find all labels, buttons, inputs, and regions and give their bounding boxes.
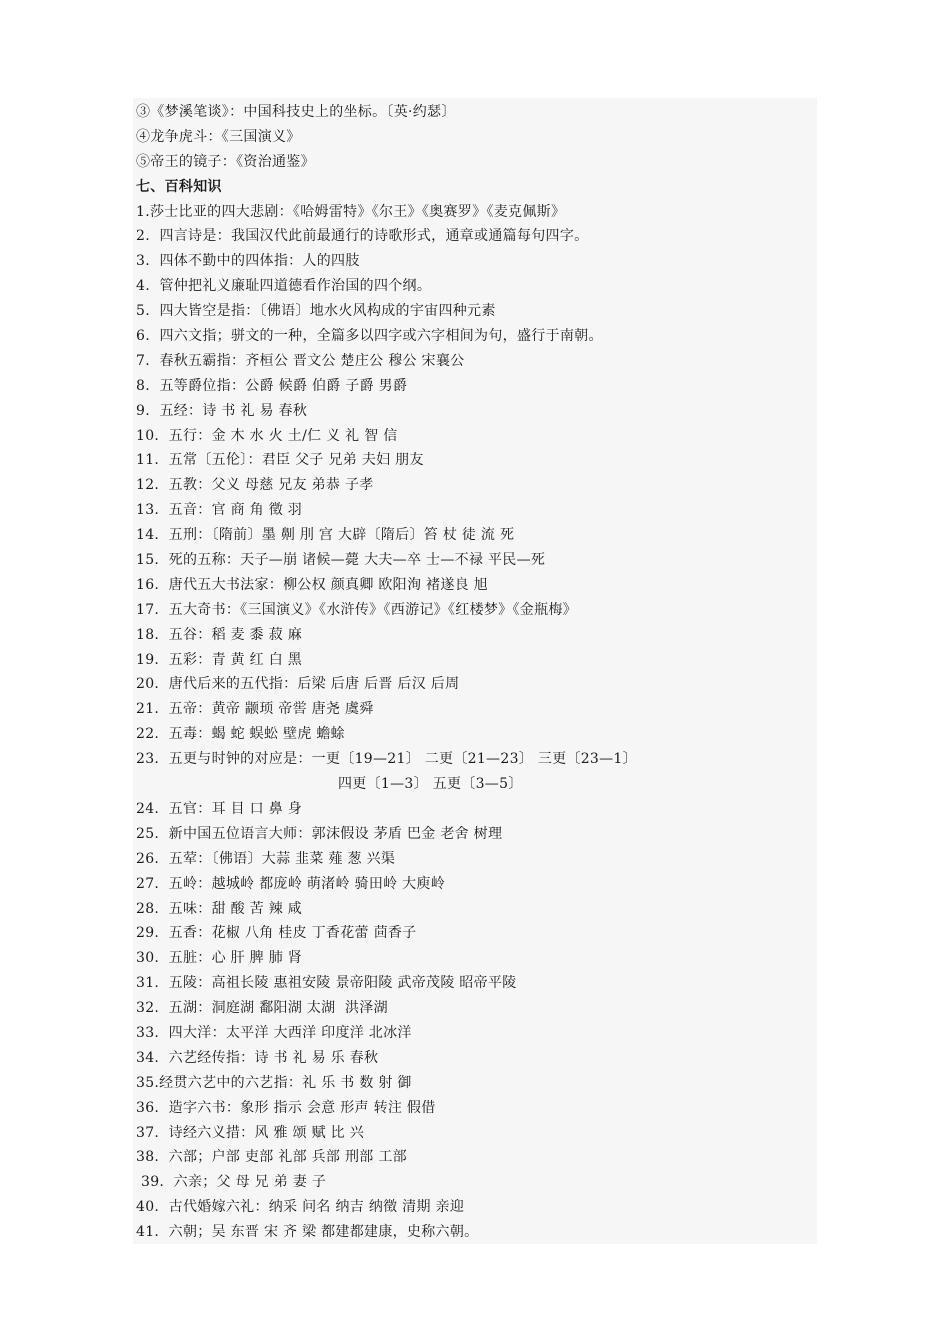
list-item: 3. 四体不勤中的四体指：人的四肢 <box>136 253 360 270</box>
list-item: 19. 五彩：青 黄 红 白 黑 <box>136 651 303 668</box>
list-item: 25. 新中国五位语言大师：郭沫假设 茅盾 巴金 老舍 树理 <box>136 825 503 842</box>
list-item: 21. 五帝：黄帝 颛顼 帝喾 唐尧 虞舜 <box>136 701 374 718</box>
list-item: 41. 六朝；吴 东晋 宋 齐 梁 都建都建康，史称六朝。 <box>136 1224 479 1241</box>
list-item: 27. 五岭：越城岭 都庞岭 萌渚岭 骑田岭 大庾岭 <box>136 875 446 892</box>
list-item: 33. 四大洋：太平洋 大西洋 印度洋 北冰洋 <box>136 1024 412 1041</box>
intro-item: ④龙争虎斗：《三国演义》 <box>136 128 301 145</box>
document-body <box>136 100 816 1245</box>
list-item-continuation: 四更〔1—3〕 五更〔3—5〕 <box>338 776 523 793</box>
list-item: 24. 五官：耳 目 口 鼻 身 <box>136 800 303 817</box>
list-item: 4. 管仲把礼义廉耻四道德看作治国的四个纲。 <box>136 278 432 295</box>
list-item: 36. 造字六书：象形 指示 会意 形声 转注 假借 <box>136 1099 436 1116</box>
list-item: 34. 六艺经传指：诗 书 礼 易 乐 春秋 <box>136 1049 379 1066</box>
list-item: 22. 五毒：蝎 蛇 蜈蚣 壁虎 蟾蜍 <box>136 726 345 743</box>
list-item: 28. 五味：甜 酸 苦 辣 咸 <box>136 900 303 917</box>
list-item: 38. 六部；户部 吏部 礼部 兵部 刑部 工部 <box>136 1149 407 1166</box>
list-item: 17. 五大奇书：《三国演义》《水浒传》《西游记》《红楼梦》《金瓶梅》 <box>136 601 577 618</box>
list-item: 1.莎士比亚的四大悲剧：《哈姆雷特》《尔王》《奥赛罗》《麦克佩斯》 <box>136 203 566 220</box>
list-item: 40. 古代婚嫁六礼：纳采 问名 纳吉 纳徵 清期 亲迎 <box>136 1199 465 1216</box>
list-item: 2. 四言诗是：我国汉代此前最通行的诗歌形式，通章或通篇每句四字。 <box>136 228 589 245</box>
list-item: 13. 五音：官 商 角 徵 羽 <box>136 502 303 519</box>
list-item: 5. 四大皆空是指：〔佛语〕地水火风构成的宇宙四种元素 <box>136 303 496 320</box>
list-item: 18. 五谷：稻 麦 黍 菽 麻 <box>136 626 303 643</box>
list-item: 11. 五常〔五伦〕：君臣 父子 兄弟 夫妇 朋友 <box>136 452 424 469</box>
list-item: 7. 春秋五霸指：齐桓公 晋文公 楚庄公 穆公 宋襄公 <box>136 352 465 369</box>
section-heading: 七、百科知识 <box>136 178 222 195</box>
list-item: 9. 五经：诗 书 礼 易 春秋 <box>136 402 308 419</box>
list-item: 39. 六亲；父 母 兄 弟 妻 子 <box>141 1174 327 1191</box>
list-item: 37. 诗经六义措：风 雅 颂 赋 比 兴 <box>136 1124 365 1141</box>
intro-item: ⑤帝王的镜子：《资治通鉴》 <box>136 153 315 170</box>
list-item: 30. 五脏：心 肝 脾 肺 肾 <box>136 950 303 967</box>
list-item: 8. 五等爵位指：公爵 候爵 伯爵 子爵 男爵 <box>136 377 408 394</box>
intro-item: ③《梦溪笔谈》：中国科技史上的坐标。〔英·约瑟〕 <box>136 104 456 120</box>
list-item: 23. 五更与时钟的对应是：一更〔19—21〕 二更〔21—23〕 三更〔23—1〕 <box>136 751 637 768</box>
list-item: 10. 五行：金 木 水 火 土/仁 义 礼 智 信 <box>136 427 398 444</box>
list-item: 20. 唐代后来的五代指：后梁 后唐 后晋 后汉 后周 <box>136 676 460 693</box>
list-item: 26. 五荤：〔佛语〕大蒜 韭菜 薤 葱 兴渠 <box>136 850 396 867</box>
list-item: 6. 四六文指；骈文的一种，全篇多以四字或六字相间为句，盛行于南朝。 <box>136 328 603 345</box>
list-item: 14. 五刑：〔隋前〕墨 劓 刖 宫 大辟〔隋后〕笞 杖 徒 流 死 <box>136 527 515 544</box>
list-item: 15. 死的五称：天子—崩 诸候—薨 大夫—卒 士—不禄 平民—死 <box>136 552 546 569</box>
list-item: 35.经贯六艺中的六艺指：礼 乐 书 数 射 御 <box>136 1074 412 1091</box>
list-item: 12. 五教：父义 母慈 兄友 弟恭 子孝 <box>136 477 374 494</box>
list-item: 16. 唐代五大书法家：柳公权 颜真卿 欧阳洵 褚遂良 旭 <box>136 576 488 593</box>
list-item: 29. 五香：花椒 八角 桂皮 丁香花蕾 茴香子 <box>136 925 417 942</box>
list-item: 31. 五陵：高祖长陵 惠祖安陵 景帝阳陵 武帝茂陵 昭帝平陵 <box>136 975 517 992</box>
list-item: 32. 五湖：洞庭湖 鄱阳湖 太湖 洪泽湖 <box>136 1000 388 1017</box>
